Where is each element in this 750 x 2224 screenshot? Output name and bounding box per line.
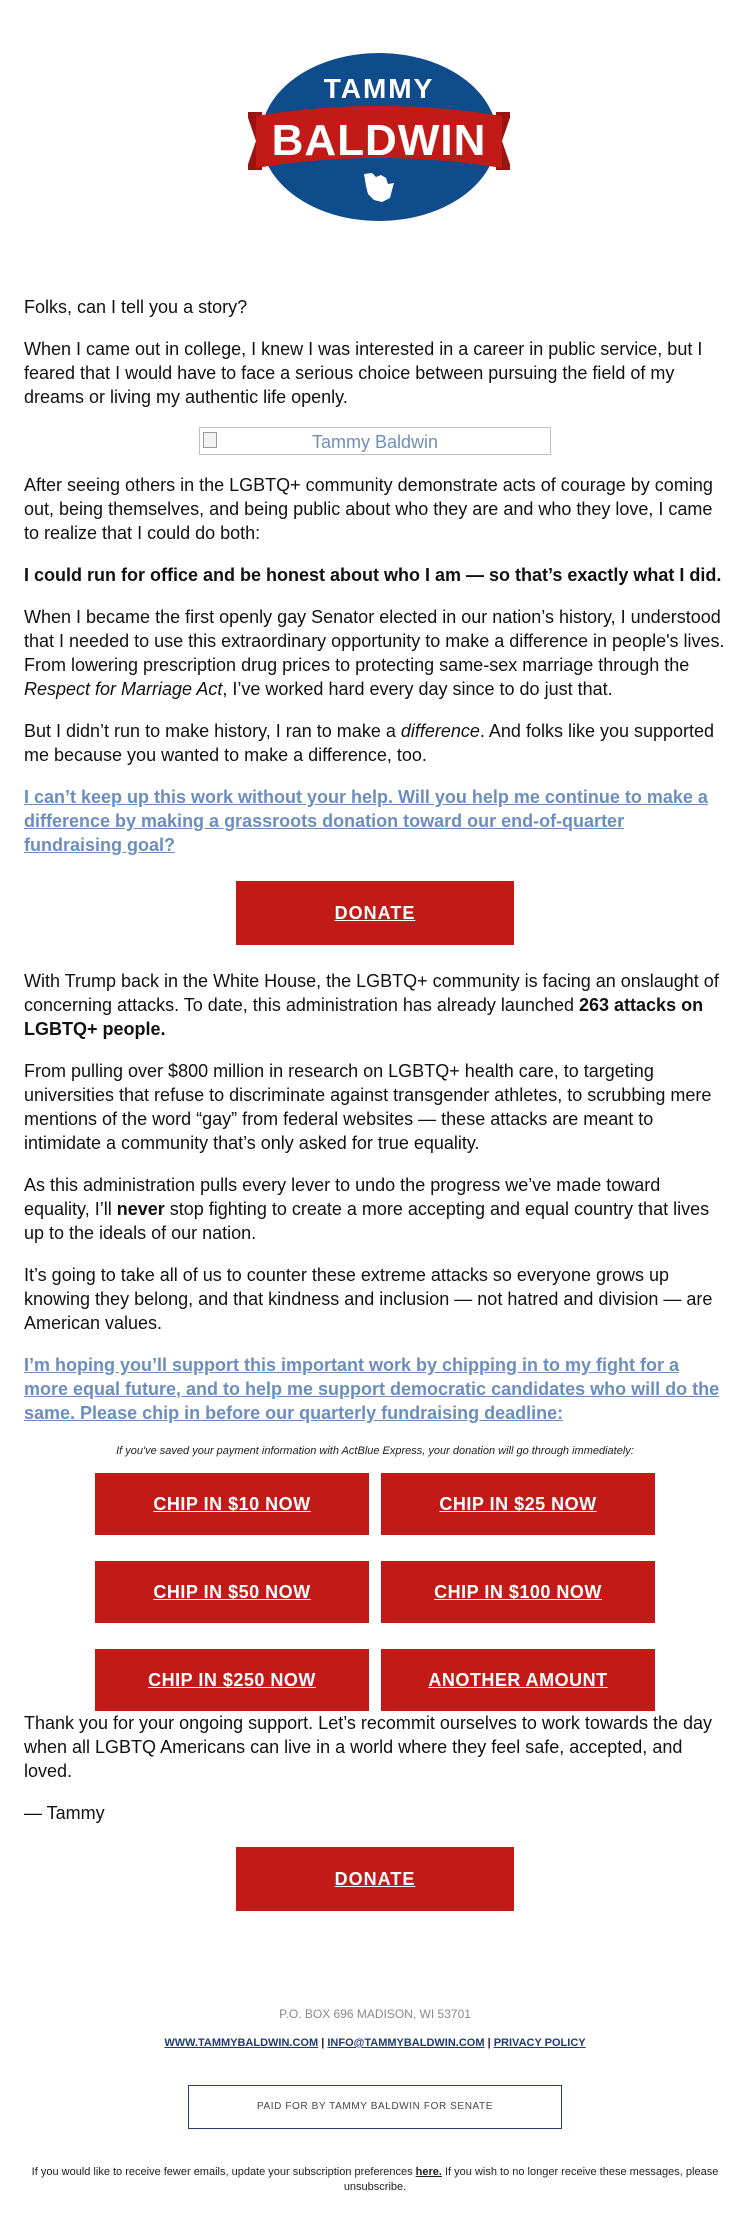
another-amount-button[interactable]: ANOTHER AMOUNT [381,1649,655,1711]
logo-main-text: BALDWIN [271,116,487,165]
paragraph-american-values: It’s going to take all of us to counter these extreme attacks so everyone grows up knowing they belong, and that kindness and inclusion — not hatred and division — are American values. [24,1265,713,1333]
donate-button-top[interactable]: DONATE [236,881,514,945]
footer-separator-1: | [318,2037,328,2049]
campaign-logo [248,52,510,222]
chip-in-100-button[interactable]: CHIP IN $100 NOW [381,1561,655,1623]
chip-in-button-grid [95,1473,655,1711]
never-emphasis: never [116,1199,165,1219]
logo-top-text: TAMMY [323,73,435,104]
header-logo-area [0,0,750,250]
unsubscribe-notice [0,2165,750,2195]
email-body [0,295,750,1911]
privacy-policy-link[interactable]: PRIVACY POLICY [493,2037,586,2049]
footer-links [0,2037,750,2049]
chip-in-10-button[interactable]: CHIP IN $10 NOW [95,1473,369,1535]
first-senator-text-a: When I became the first openly gay Senator elected in our nation’s history, I understood that I needed to use this extraordinary opportunity to make a difference in people's lives. From lowering prescription drug prices to protecting same-sex marriage through the [24,607,725,675]
image-alt-text: Tammy Baldwin [311,432,439,452]
paragraph-thank-you: Thank you for your ongoing support. Let’s recommit ourselves to work towards the day when all LGBTQ Americans can live in a world where they feel safe, accepted, and loved. [24,1713,713,1781]
first-senator-text-b: , I’ve worked hard every day since to do just that. [222,679,613,699]
tammy-photo-image [199,427,551,455]
paragraph-attacks [24,969,726,1041]
unsubscribe-text-a: If you would like to receive fewer emails, update your subscription preferences [31,2166,416,2178]
difference-text-b: . And folks like you supported me because you wanted to make a difference, too. [24,721,715,765]
paragraph-run-for-office: I could run for office and be honest about who I am — so that’s exactly what I did. [24,565,722,585]
email-link[interactable]: INFO@TAMMYBALDWIN.COM [327,2037,485,2049]
email-footer [0,2007,750,2195]
attacks-count: 263 attacks on LGBTQ+ people. [24,995,704,1039]
difference-emphasis: difference [400,721,480,741]
paragraph-intro: Folks, can I tell you a story? [24,297,248,317]
paragraph-research-cuts: From pulling over $800 million in research on LGBTQ+ health care, to targeting universities that refuse to discriminate against transgender athletes, to scrubbing mere mentions of the word “gay” from federal websites — these attacks are meant to intimidate a community that’s only asked for true equality. [24,1061,712,1153]
footer-separator-2: | [484,2037,494,2049]
signature: — Tammy [24,1803,105,1823]
chip-in-250-button[interactable]: CHIP IN $250 NOW [95,1649,369,1711]
paragraph-difference [24,719,726,767]
difference-text-a: But I didn’t run to make history, I ran to make a [24,721,401,741]
donate-button-bottom[interactable]: DONATE [236,1847,514,1911]
paid-for-disclaimer: PAID FOR BY TAMMY BALDWIN FOR SENATE [188,2085,562,2129]
chip-in-appeal-link[interactable]: I’m hoping you’ll support this important work by chipping in to my fight for a more equal future, and to help me support democratic candidates who will do the same. Please chip in before our quarterly fundraising deadline: [24,1355,720,1423]
website-link[interactable]: WWW.TAMMYBALDWIN.COM [164,2037,319,2049]
donation-appeal-link[interactable]: I can’t keep up this work without your help. Will you help me continue to make a difference by making a grassroots donation toward our end-of-quarter fundraising goal? [24,787,708,855]
chip-in-50-button[interactable]: CHIP IN $50 NOW [95,1561,369,1623]
attacks-text: With Trump back in the White House, the LGBTQ+ community is facing an onslaught of concerning attacks. To date, this administration has already launched [24,971,719,1015]
respect-for-marriage-act: Respect for Marriage Act [24,679,223,699]
mailing-address: P.O. BOX 696 MADISON, WI 53701 [279,2007,471,2021]
paragraph-courage: After seeing others in the LGBTQ+ community demonstrate acts of courage by coming out, being themselves, and being public about who they are and who they love, I came to realize that I could do both: [24,475,713,543]
paragraph-first-senator [24,605,726,701]
paragraph-coming-out: When I came out in college, I knew I was interested in a career in public service, but I feared that I would have to face a serious choice between pursuing the field of my dreams or living my authentic life openly. [24,339,703,407]
chip-in-25-button[interactable]: CHIP IN $25 NOW [381,1473,655,1535]
never-stop-text-b: stop fighting to create a more accepting and equal country that lives up to the ideals of our nation. [24,1199,710,1243]
broken-image-icon [203,432,217,448]
unsubscribe-text-b: If you wish to no longer receive these messages, please unsubscribe. [343,2166,719,2193]
actblue-express-note: If you've saved your payment information with ActBlue Express, your donation will go through immediately: [116,1445,634,1457]
paragraph-never-stop [24,1173,726,1245]
subscription-preferences-link[interactable]: here. [415,2166,442,2178]
never-stop-text-a: As this administration pulls every lever to undo the progress we’ve made toward equality, I’ll [24,1175,661,1219]
